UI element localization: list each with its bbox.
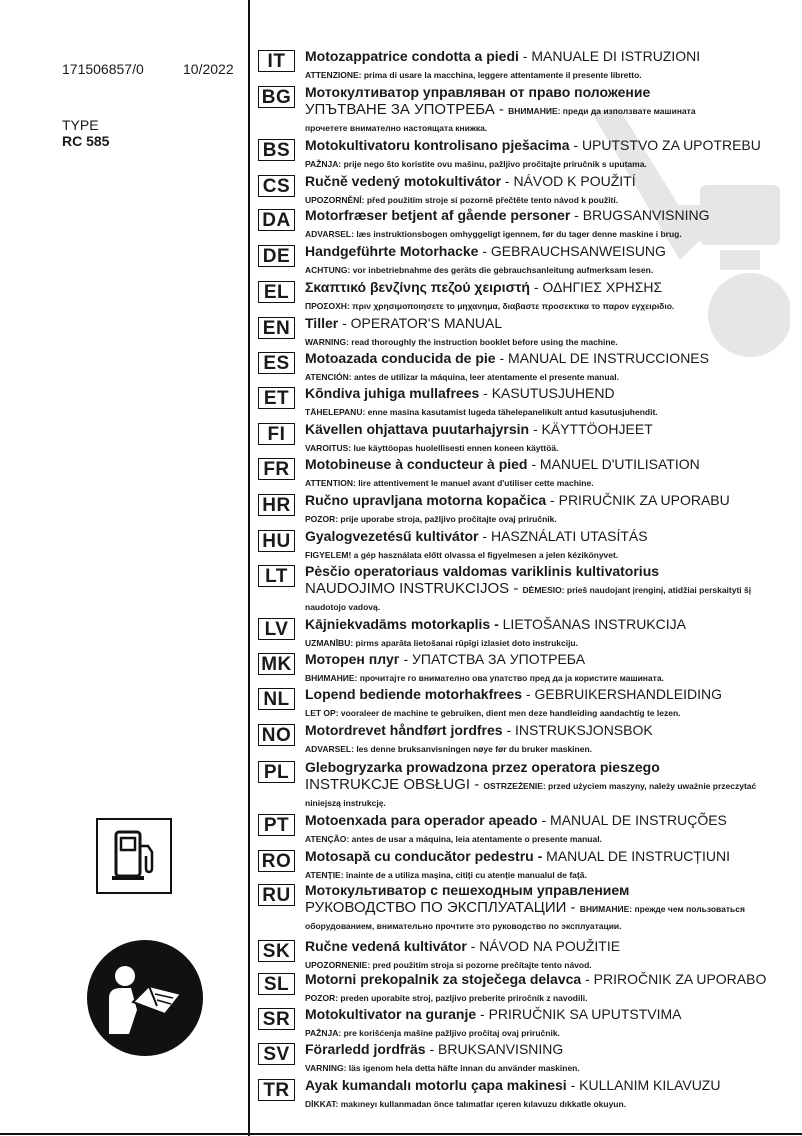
warning-text: DİKKAT: makıneyı kullanmadan önce talımatlar ıçeren kılavuzu dıkkatle okuyun. [305,1099,627,1109]
warning-text: ВНИМАНИЕ: преди да използвате машината [508,106,696,116]
product-name: Tiller [305,315,339,331]
product-title [305,207,710,223]
product-title [305,385,615,401]
language-code-badge: FR [258,458,295,480]
read-manual-icon [85,938,205,1058]
warning-text: POZOR: prije uporabe stroja, pažljivo pročitajte ovaj priručnik. [305,514,557,524]
warning-text: ATTENZIONE: prima di usare la macchina, leggere attentamente il presente libretto. [305,70,642,80]
product-name: Kõndiva juhiga mullafrees [305,385,480,401]
language-code-badge: ET [258,387,295,409]
product-title [305,812,727,828]
product-name: Motorni prekopalnik za stoječega delavca [305,971,582,987]
warning-text: ΠΡΟΣΟΧΗ: πριν χρησιμοποιησετε το μηχανημα, διαβαστε προσεκτικα το παρον εγχειριδιο. [305,301,675,311]
language-code-badge: CS [258,175,295,197]
manual-title-line [305,101,696,118]
manual-title-line [305,776,756,793]
product-title [305,84,650,100]
manual-title: - KÄYTTÖOHJEET [529,421,653,437]
manual-title: - NÁVOD K POUŽITÍ [501,173,636,189]
warning-text-continued: naudotojo vadovą. [305,602,381,612]
product-title [305,848,730,864]
product-name: Ručno upravljana motorna kopačica [305,492,547,508]
language-code-badge: HU [258,530,295,552]
product-title [305,1041,563,1057]
language-code-badge: IT [258,50,295,72]
product-title [305,421,653,437]
language-code-badge: LV [258,618,295,640]
warning-text: ATTENTION: lire attentivement le manuel avant d'utiliser cette machine. [305,478,594,488]
language-code-badge: SR [258,1008,295,1030]
manual-title: NAUDOJIMO INSTRUKCIJOS - [305,580,523,597]
warning-text: UZMANĪBU: pirms aparāta lietošanai rūpīgi izlasiet doto instrukciju. [305,638,578,648]
manual-title: INSTRUKCJE OBSŁUGI - [305,776,484,793]
warning-text: ADVARSEL: les denne bruksanvisningen nøye før du bruker maskinen. [305,744,593,754]
product-title [305,279,662,295]
warning-text: WARNING: read thoroughly the instruction booklet before using the machine. [305,337,618,347]
language-code-badge: RO [258,850,295,872]
warning-text: OSTRZEŻENIE: przed użyciem maszyny, należy uważnie przeczytać [483,781,757,791]
product-name: Моторен плуг [305,651,400,667]
manual-title: - INSTRUKSJONSBOK [502,722,653,738]
language-code-badge: NL [258,688,295,710]
product-name: Kājniekvadāms motorkaplis - [305,616,499,632]
fuel-pump-icon [96,818,172,894]
manual-title: - HASZNÁLATI UTASÍTÁS [478,528,648,544]
product-name: Ayak kumandalı motorlu çapa makinesi [305,1077,567,1093]
manual-title: - BRUKSANVISNING [425,1041,564,1057]
manual-title: - PRIRUČNIK SA UPUTSTVIMA [476,1006,682,1022]
divider-line [248,0,250,1136]
product-name: Motorfræser betjent af gående personer [305,207,571,223]
product-name: Gyalogvezetésű kultivátor [305,528,479,544]
product-title [305,48,700,64]
warning-text-continued: прочетете внимателно настоящата книжка. [305,123,488,133]
manual-title: - MANUALE DI ISTRUZIONI [518,48,701,64]
product-title [305,350,709,366]
warning-text: VAROITUS: lue käyttöopas huolellisesti ennen koneen käyttöä. [305,443,559,453]
manual-title: - PRIRUČNIK ZA UPORABU [546,492,730,508]
product-name: Handgeführte Motorhacke [305,243,479,259]
manual-title: - OPERATOR'S MANUAL [338,315,503,331]
language-code-badge: PT [258,814,295,836]
product-title [305,722,653,738]
product-name: Motoazada conducida de pie [305,350,496,366]
product-title [305,686,722,702]
warning-text: PAŽNJA: pre korišćenja mašine pažljivo pročitaj ovaj priručnik. [305,1028,560,1038]
manual-title: РУКОВОДСТВО ПО ЭКСПЛУАТАЦИИ - [305,899,580,916]
manual-title: - BRUGSANVISNING [570,207,710,223]
warning-text: ATENCIÓN: antes de utilizar la máquina, leer atentamente el presente manual. [305,372,619,382]
language-code-badge: LT [258,565,295,587]
product-title [305,1006,681,1022]
language-code-badge: PL [258,761,295,783]
product-name: Pėsčio operatoriaus valdomas variklinis kultivatorius [305,563,660,579]
product-title [305,563,659,579]
product-name: Ručně vedený motokultivátor [305,173,502,189]
warning-text: DĖMESIO: prieš naudojant įrenginį, atidžiai perskaityti šį [522,585,752,595]
language-code-badge: NO [258,724,295,746]
manual-title-line [305,899,745,916]
language-code-badge: DA [258,209,295,231]
product-name: Motobineuse à conducteur à pied [305,456,528,472]
product-name: Motordrevet håndført jordfres [305,722,503,738]
product-name: Motoenxada para operador apeado [305,812,538,828]
model-number: RC 585 [62,133,110,149]
manual-title: - УПАТСТВА ЗА УПОТРЕБА [399,651,586,667]
warning-text: ATENÇÃO: antes de usar a máquina, leia atentamente o presente manual. [305,834,602,844]
language-code-badge: EN [258,317,295,339]
product-title [305,759,660,775]
manual-title: MANUAL DE INSTRUCȚIUNI [542,848,730,864]
manual-title: - NÁVOD NA POUŽITIE [466,938,621,954]
product-title [305,651,585,667]
product-name: Glebogryzarka prowadzona przez operatora pieszego [305,759,660,775]
product-name: Мотокультиватор с пешеходным управлением [305,882,630,898]
product-title [305,528,648,544]
language-code-badge: FI [258,423,295,445]
product-title [305,971,766,987]
warning-text: ATENȚIE: înainte de a utiliza mașina, citiți cu atenție manualul de față. [305,870,587,880]
product-title [305,456,700,472]
language-code-badge: SL [258,973,295,995]
warning-text: VARNING: läs igenom hela detta häfte innan du använder maskinen. [305,1063,580,1073]
product-name: Förarledd jordfräs [305,1041,426,1057]
warning-text: ВНИМАНИЕ: прочитајте го внимателно ова упатство пред да ја користите машината. [305,673,664,683]
manual-title: - KASUTUSJUHEND [479,385,615,401]
document-date: 10/2022 [183,61,234,77]
manual-title: - GEBRUIKERSHANDLEIDING [522,686,722,702]
document-code: 171506857/0 [62,61,144,77]
product-title [305,492,730,508]
manual-title: - KULLANIM KILAVUZU [566,1077,721,1093]
manual-title: - MANUAL DE INSTRUCCIONES [495,350,709,366]
manual-title: - ΟΔΗΓΙΕΣ ΧΡΗΣΗΣ [529,279,663,295]
warning-text: UPOZORNĚNÍ: před použitím stroje si pozorně přečtěte tento návod k použití. [305,195,619,205]
product-title [305,616,686,632]
manual-title: - PRIROČNIK ZA UPORABO [581,971,767,987]
language-code-badge: HR [258,494,295,516]
product-name: Ručne vedená kultivátor [305,938,467,954]
warning-text: LET OP: vooraleer de machine te gebruiken, dient men deze handleiding aandachtig te lezen. [305,708,681,718]
product-name: Motokultivatoru kontrolisano pješacima [305,137,570,153]
warning-text: FIGYELEM! a gép használata előtt olvassa el figyelmesen a jelen kézikönyvet. [305,550,619,560]
warning-text-continued: оборудованием, внимательно прочтите это руководство по эксплуатации. [305,921,622,931]
product-name: Motokultivator na guranje [305,1006,477,1022]
manual-title: УПЪТВАНЕ ЗА УПОТРЕБА - [305,101,509,118]
manual-title: LIETOŠANAS INSTRUKCIJA [498,616,686,632]
manual-title-line [305,580,751,597]
manual-title: - MANUAL DE INSTRUÇÕES [537,812,727,828]
warning-text: TÄHELEPANU: enne masina kasutamist lugeda tähelepanelikult antud kasutusjuhendit. [305,407,658,417]
language-code-badge: ES [258,352,295,374]
left-panel [0,0,248,1136]
product-name: Motosapă cu conducător pedestru - [305,848,543,864]
product-name: Σκαπτικό βενζίνης πεζού χειριστή [305,279,530,295]
product-name: Lopend bediende motorhakfrees [305,686,523,702]
warning-text: POZOR: preden uporabite stroj, pazljivo preberite priročnik z navodili. [305,993,588,1003]
warning-text: PAŽNJA: prije nego što koristite ovu mašinu, pažljivo pročitajte priručnik s uputama. [305,159,647,169]
language-code-badge: TR [258,1079,295,1101]
language-code-badge: EL [258,281,295,303]
product-title [305,315,502,331]
warning-text: ACHTUNG: vor inbetriebnahme des geräts die gebrauchsanleitung aufmerksam lesen. [305,265,654,275]
warning-text: ВНИМАНИЕ: прежде чем пользоваться [579,904,745,914]
warning-text: ADVARSEL: læs instruktionsbogen omhyggeligt igennem, før du tager denne maskine i brug. [305,229,682,239]
product-title [305,243,666,259]
language-code-badge: SK [258,940,295,962]
manual-title: - UPUTSTVO ZA UPOTREBU [569,137,761,153]
product-title [305,882,629,898]
product-name: Motozappatrice condotta a piedi [305,48,519,64]
manual-title: - MANUEL D'UTILISATION [527,456,700,472]
language-code-badge: BS [258,139,295,161]
product-title [305,173,636,189]
warning-text: UPOZORNENIE: pred použitím stroja si pozorne prečítajte tento návod. [305,960,592,970]
warning-text-continued: niniejszą instrukcję. [305,798,386,808]
product-title [305,1077,720,1093]
language-code-badge: BG [258,86,295,108]
product-title [305,938,620,954]
manual-title: - GEBRAUCHSANWEISUNG [478,243,666,259]
language-code-badge: DE [258,245,295,267]
product-title [305,137,761,153]
type-label: TYPE [62,117,99,133]
product-name: Kävellen ohjattava puutarhajyrsin [305,421,530,437]
product-name: Мотокултиватор управляван от право положение [305,84,651,100]
language-code-badge: MK [258,653,295,675]
language-code-badge: SV [258,1043,295,1065]
language-code-badge: RU [258,884,295,906]
bottom-rule [0,1133,802,1135]
